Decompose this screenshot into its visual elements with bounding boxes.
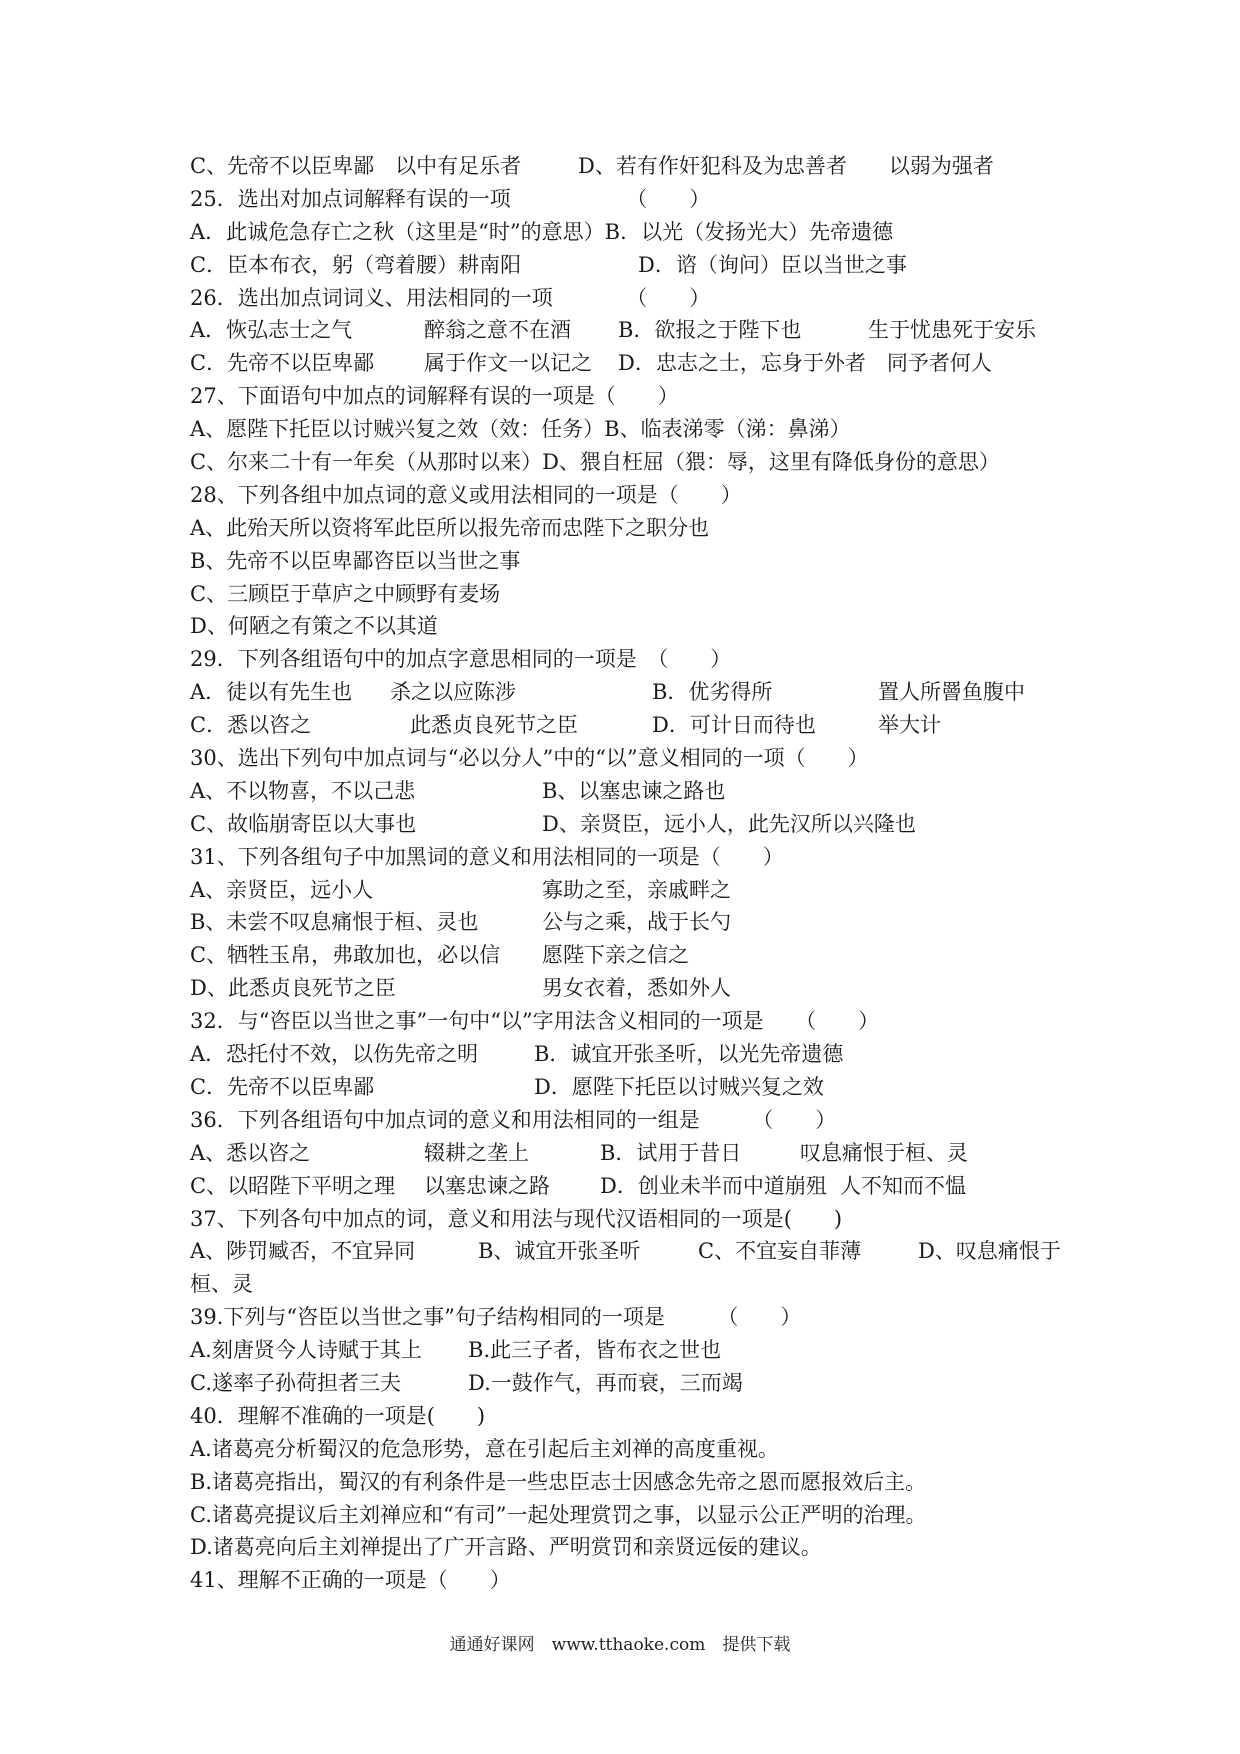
text-line xyxy=(190,1433,1090,1466)
text-segment: C、故临崩寄臣以大事也 xyxy=(190,811,417,836)
text-line xyxy=(190,1137,1090,1170)
text-line xyxy=(190,742,1090,775)
text-line xyxy=(190,874,1090,907)
text-segment: B．诚宜开张圣听，以光先帝遗德 xyxy=(534,1042,844,1067)
text-line xyxy=(190,676,1090,709)
text-segment: A.刻唐贤今人诗赋于其上 xyxy=(190,1338,422,1363)
text-segment: B．试用于昔日 xyxy=(600,1140,742,1165)
text-segment: A、陟罚臧否，不宜异同 xyxy=(190,1239,416,1264)
text-segment: D、若有作奸犯科及为忠善者 以弱为强者 xyxy=(578,154,994,178)
text-line xyxy=(190,1400,1090,1433)
text-segment: 寡助之至，亲戚畔之 xyxy=(542,877,731,902)
text-segment: C、牺牲玉帛，弗敢加也，必以信 xyxy=(190,943,501,968)
text-segment: D、叹息痛恨于 xyxy=(918,1239,1061,1264)
text-line xyxy=(190,183,1090,216)
text-segment: B、先帝不以臣卑鄙咨臣以当世之事 xyxy=(190,548,521,573)
text-line xyxy=(190,775,1090,808)
text-segment: 31、下列各组句子中加黑词的意义和用法相同的一项是（ ） xyxy=(190,844,784,869)
text-segment: D.一鼓作气，再而衰，三而竭 xyxy=(468,1370,743,1395)
text-line xyxy=(190,808,1090,841)
text-line xyxy=(190,512,1090,545)
text-segment: C．先帝不以臣卑鄙 xyxy=(190,1074,375,1099)
text-segment: B.诸葛亮指出，蜀汉的有利条件是一些忠臣志士因感念先帝之恩而愿报效后主。 xyxy=(190,1469,927,1494)
text-segment: A、悉以咨之 xyxy=(190,1140,311,1165)
text-segment: C．悉以咨之 xyxy=(190,713,312,738)
text-segment: 30、选出下列句中加点词与“必以分人”中的“以”意义相同的一项（ ） xyxy=(190,746,869,771)
text-segment: 36．下列各组语句中加点词的意义和用法相同的一组是 （ ） xyxy=(190,1107,837,1132)
text-line xyxy=(190,643,1090,676)
text-segment: A．恢弘志士之气 xyxy=(190,318,353,343)
text-line xyxy=(190,314,1090,347)
text-line xyxy=(190,1367,1090,1400)
text-segment: D、亲贤臣，远小人，此先汉所以兴隆也 xyxy=(542,811,916,836)
text-segment: B、以塞忠谏之路也 xyxy=(542,778,726,803)
text-segment: 叹息痛恨于桓、灵 xyxy=(800,1140,968,1165)
text-segment: 人不知而不愠 xyxy=(840,1173,966,1198)
text-segment: 此悉贞良死节之臣 xyxy=(410,713,578,738)
text-line xyxy=(190,1005,1090,1038)
text-segment: B、诚宜开张圣听 xyxy=(478,1239,641,1264)
text-segment: 32．与“咨臣以当世之事”一句中“以”字用法含义相同的一项是 （ ） xyxy=(190,1009,880,1034)
text-segment: A．恐托付不效，以伤先帝之明 xyxy=(190,1042,479,1067)
text-line xyxy=(190,709,1090,742)
text-segment: 28、下列各组中加点词的意义或用法相同的一项是（ ） xyxy=(190,482,742,507)
text-line xyxy=(190,1334,1090,1367)
text-line xyxy=(190,249,1090,282)
text-segment: B.此三子者，皆布衣之世也 xyxy=(468,1338,722,1363)
text-segment: D．创业未半而中道崩殂 xyxy=(600,1173,827,1198)
text-segment: 生于忧患死于安乐 xyxy=(868,318,1036,343)
text-line xyxy=(190,841,1090,874)
text-line xyxy=(190,380,1090,413)
text-segment: 40．理解不准确的一项是( ) xyxy=(190,1403,486,1428)
text-segment: D．可计日而待也 xyxy=(652,713,816,738)
text-line xyxy=(190,216,1090,249)
text-line xyxy=(190,939,1090,972)
text-segment: 举大计 xyxy=(878,713,941,738)
text-line xyxy=(190,1301,1090,1334)
text-line xyxy=(190,545,1090,578)
text-segment: C、三顾臣于草庐之中顾野有麦场 xyxy=(190,581,501,606)
text-line xyxy=(190,282,1090,315)
text-segment: A．此诚危急存亡之秋（这里是“时”的意思）B．以光（发扬光大）先帝遗德 xyxy=(190,219,894,244)
text-segment: B．优劣得所 xyxy=(652,680,773,705)
text-segment: 公与之乘，战于长勺 xyxy=(542,910,731,935)
text-segment: 以塞忠谏之路 xyxy=(424,1173,550,1198)
text-line xyxy=(190,1499,1090,1532)
text-segment: D．愿陛下托臣以讨贼兴复之效 xyxy=(534,1074,824,1099)
text-segment: A、不以物喜，不以己悲 xyxy=(190,778,416,803)
text-line xyxy=(190,1038,1090,1071)
text-segment: C、不宜妄自菲薄 xyxy=(698,1239,862,1264)
text-segment: C．先帝不以臣卑鄙 xyxy=(190,351,375,376)
text-segment: B．欲报之于陛下也 xyxy=(618,318,802,343)
text-line xyxy=(190,347,1090,380)
text-segment: A．徒以有先生也 xyxy=(190,680,353,705)
text-segment: D.诸葛亮向后主刘禅提出了广开言路、严明赏罚和亲贤远佞的建议。 xyxy=(190,1535,822,1560)
text-segment: C.遂率子孙荷担者三夫 xyxy=(190,1370,401,1395)
question-list xyxy=(190,150,1090,1597)
text-segment: D、此悉贞良死节之臣 xyxy=(190,976,396,1001)
text-segment: 27、下面语句中加点的词解释有误的一项是（ ） xyxy=(190,384,679,409)
text-line xyxy=(190,446,1090,479)
text-segment: B、未尝不叹息痛恨于桓、灵也 xyxy=(190,910,479,935)
text-line xyxy=(190,610,1090,643)
text-segment: 醉翁之意不在酒 xyxy=(424,318,571,343)
text-segment: C、尔来二十有一年矣（从那时以来）D、猥自枉屈（猥：辱，这里有降低身份的意思） xyxy=(190,450,1000,475)
text-segment: 26．选出加点词词义、用法相同的一项 （ ） xyxy=(190,285,711,310)
text-segment: 愿陛下亲之信之 xyxy=(542,943,689,968)
text-segment: 29．下列各组语句中的加点字意思相同的一项是 （ ） xyxy=(190,647,732,672)
text-segment: A、此殆天所以资将军此臣所以报先帝而忠陛下之职分也 xyxy=(190,515,710,540)
text-line xyxy=(190,1104,1090,1137)
text-segment: D．谘（询问）臣以当世之事 xyxy=(638,252,907,277)
text-line xyxy=(190,1564,1090,1597)
text-line xyxy=(190,1531,1090,1564)
text-line xyxy=(190,1235,1090,1268)
text-segment: 37、下列各句中加点的词，意义和用法与现代汉语相同的一项是( ) xyxy=(190,1206,843,1231)
page-footer: 通通好课网 www.tthaoke.com 提供下载 xyxy=(449,1635,791,1655)
text-segment: A.诸葛亮分析蜀汉的危急形势，意在引起后主刘禅的高度重视。 xyxy=(190,1436,779,1461)
text-segment: 25．选出对加点词解释有误的一项 （ ） xyxy=(190,186,711,211)
text-segment: 41、理解不正确的一项是（ ） xyxy=(190,1568,511,1593)
text-segment: A、愿陛下托臣以讨贼兴复之效（效：任务）B、临表涕零（涕：鼻涕） xyxy=(190,417,851,442)
text-line xyxy=(190,972,1090,1005)
text-segment: 39.下列与“咨臣以当世之事”句子结构相同的一项是 （ ） xyxy=(190,1305,802,1330)
text-line xyxy=(190,1466,1090,1499)
text-line xyxy=(190,1203,1090,1236)
text-segment: A、亲贤臣，远小人 xyxy=(190,877,374,902)
text-line xyxy=(190,479,1090,512)
text-segment: C．臣本布衣，躬（弯着腰）耕南阳 xyxy=(190,252,522,277)
text-segment: 置人所罾鱼腹中 xyxy=(878,680,1025,705)
text-segment: 辍耕之垄上 xyxy=(424,1140,529,1165)
text-line xyxy=(190,1071,1090,1104)
text-segment: C、先帝不以臣卑鄙 以中有足乐者 xyxy=(190,154,522,178)
text-segment: C、以昭陛下平明之理 xyxy=(190,1173,396,1198)
text-line xyxy=(190,1170,1090,1203)
text-segment: 属于作文一以记之 xyxy=(424,351,592,376)
text-line xyxy=(190,150,1090,183)
text-line xyxy=(190,578,1090,611)
text-segment: D．忠志之士，忘身于外者 同予者何人 xyxy=(618,351,992,376)
text-line xyxy=(190,413,1090,446)
text-line xyxy=(190,1268,1090,1301)
text-segment: 杀之以应陈涉 xyxy=(390,680,516,705)
text-segment: C.诸葛亮提议后主刘禅应和“有司”一起处理赏罚之事，以显示公正严明的治理。 xyxy=(190,1502,927,1527)
text-line xyxy=(190,906,1090,939)
text-segment: 桓、灵 xyxy=(190,1272,253,1297)
text-segment: D、何陋之有策之不以其道 xyxy=(190,614,438,639)
text-segment: 男女衣着，悉如外人 xyxy=(542,976,731,1001)
